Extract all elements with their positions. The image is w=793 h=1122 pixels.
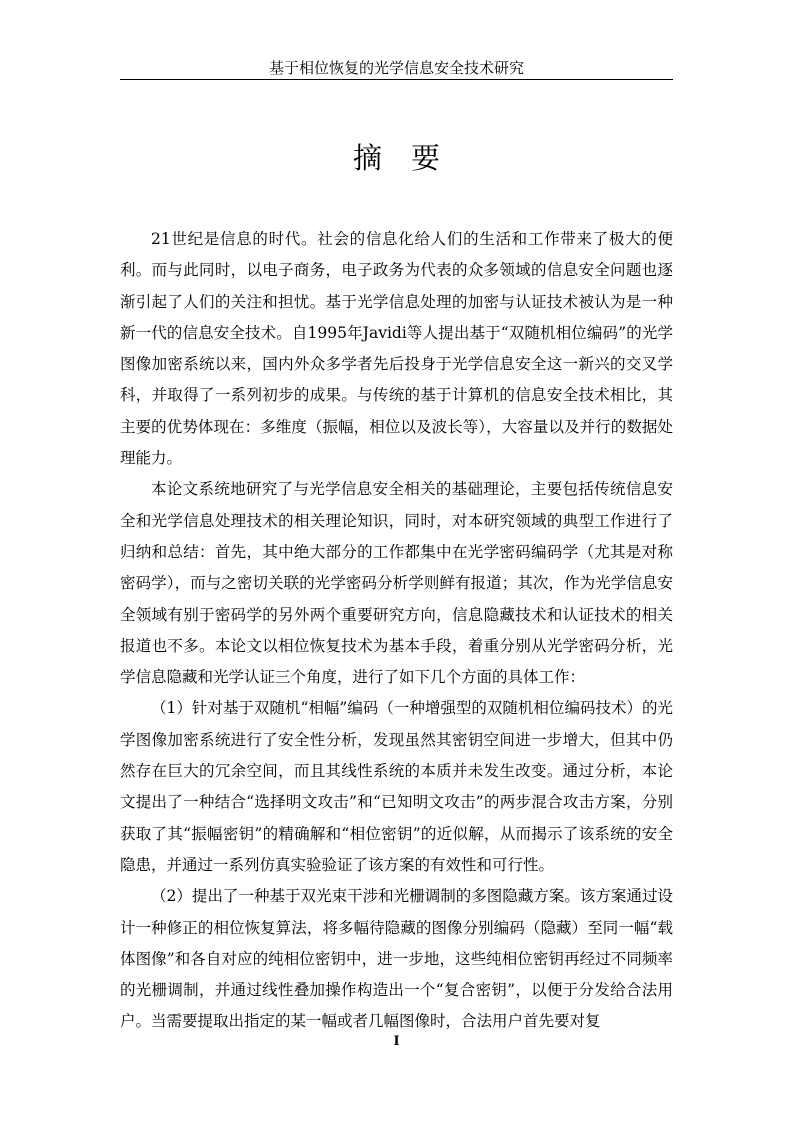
abstract-paragraph-3: （1）针对基于双随机“相幅”编码（一种增强型的双随机相位编码技术）的光学图像加密系统进行了安全性分析，发现虽然其密钥空间进一步增大，但其中仍然存在巨大的冗余空间，而且其线性系统的本质并未发生改变。通过分析，本论文提出了一种结合“选择明文攻击”和“已知明文攻击”的两步混合攻击方案，分别获取了其“振幅密钥”的精确解和“相位密钥”的近似解，从而揭示了该系统的安全隐患，并通过一系列仿真实验验证了该方案的有效性和可行性。 [120, 699, 673, 874]
abstract-paragraph-4: （2）提出了一种基于双光束干涉和光栅调制的多图隐藏方案。该方案通过设计一种修正的相位恢复算法，将多幅待隐藏的图像分别编码（隐藏）至同一幅“载体图像”和各自对应的纯相位密钥中，进一步地，这些纯相位密钥再经过不同频率的光栅调制，并通过线性叠加操作构造出一个“复合密钥”，以便于分发给合法用户。当需要提取出指定的某一幅或者几幅图像时，合法用户首先要对复 [120, 887, 673, 1031]
abstract-paragraph-2: 本论文系统地研究了与光学信息安全相关的基础理论，主要包括传统信息安全和光学信息处理技术的相关理论知识，同时，对本研究领域的典型工作进行了归纳和总结：首先，其中绝大部分的工作都集中在光学密码编码学（尤其是对称密码学），而与之密切关联的光学密码分析学则鲜有报道；其次，作为光学信息安全领域有别于密码学的另外两个重要研究方向，信息隐藏技术和认证技术的相关报道也不多。本论文以相位恢复技术为基本手段，着重分别从光学密码分析，光学信息隐藏和光学认证三个角度，进行了如下几个方面的具体工作： [120, 480, 673, 687]
abstract-body [120, 224, 673, 1038]
abstract-paragraph-1: 21世纪是信息的时代。社会的信息化给人们的生活和工作带来了极大的便利。而与此同时，以电子商务，电子政务为代表的众多领域的信息安全问题也逐渐引起了人们的关注和担忧。基于光学信息处理的加密与认证技术被认为是一种新一代的信息安全技术。自1995年Javidi等人提出基于“双随机相位编码”的光学图像加密系统以来，国内外众多学者先后投身于光学信息安全这一新兴的交叉学科，并取得了一系列初步的成果。与传统的基于计算机的信息安全技术相比，其主要的优势体现在：多维度（振幅，相位以及波长等），大容量以及并行的数据处理能力。 [120, 230, 673, 468]
abstract-title: 摘要 [352, 141, 469, 175]
running-header: 基于相位恢复的光学信息安全技术研究 [268, 59, 524, 77]
page-number: I [393, 1034, 400, 1049]
header-rule [120, 79, 673, 80]
